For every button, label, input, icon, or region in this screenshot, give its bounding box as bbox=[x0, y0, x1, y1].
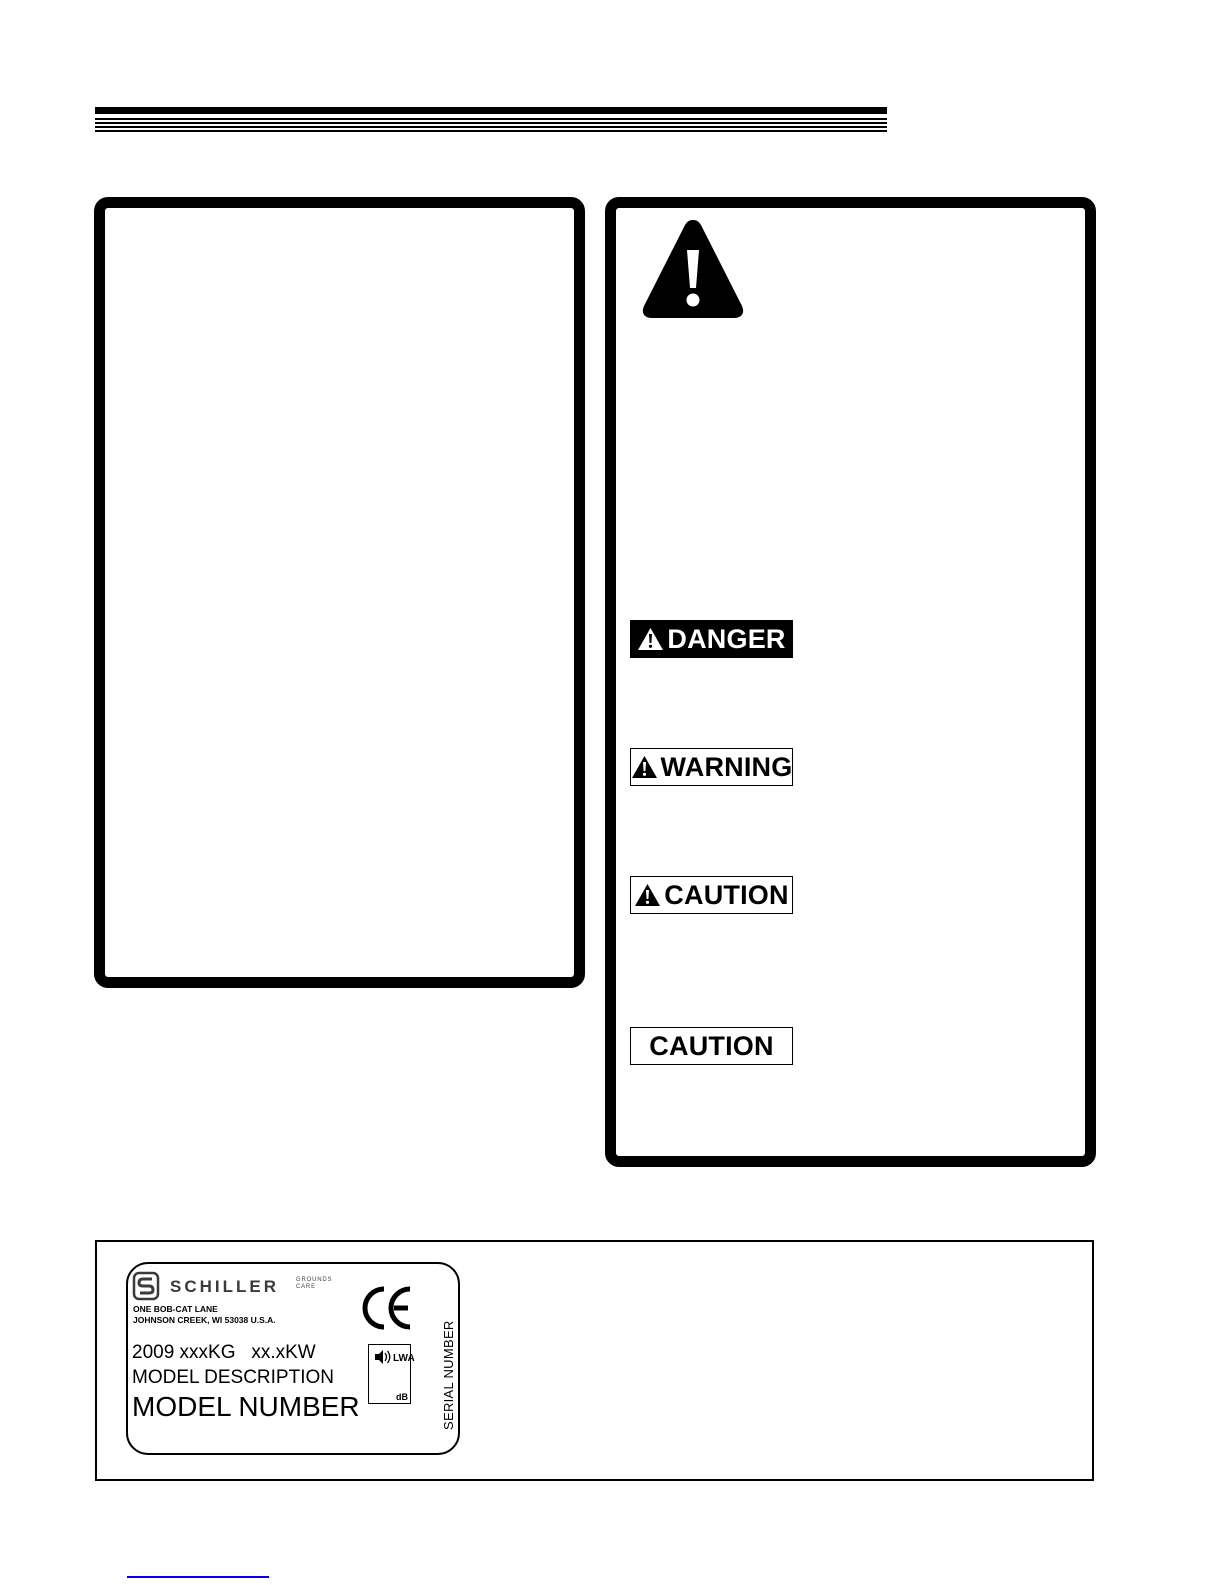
sound-power-icon bbox=[369, 1345, 415, 1405]
warning-alert-icon bbox=[631, 755, 658, 779]
danger-alert-icon bbox=[637, 627, 664, 651]
spec-line: 2009 xxxKG xx.xKW bbox=[132, 1342, 316, 1363]
serial-label-frame bbox=[95, 1240, 1094, 1481]
header-rule-thin-2 bbox=[95, 122, 887, 124]
left-info-panel bbox=[94, 197, 585, 988]
model-number: MODEL NUMBER bbox=[132, 1391, 360, 1422]
model-description: MODEL DESCRIPTION bbox=[132, 1367, 334, 1388]
footer-link-underline[interactable] bbox=[127, 1576, 269, 1578]
caution-signal-word bbox=[630, 876, 793, 914]
brand-name: SCHILLER bbox=[170, 1277, 279, 1296]
caution-alert-icon bbox=[634, 883, 661, 907]
header-rule-thin-4 bbox=[95, 130, 887, 132]
brand-subtitle: GROUNDS CARE bbox=[296, 1277, 333, 1290]
manufacturer-address: ONE BOB-CAT LANE JOHNSON CREEK, WI 53038 U.S.A. bbox=[133, 1304, 276, 1325]
header-rule-thick bbox=[95, 107, 887, 114]
warning-signal-word bbox=[630, 748, 793, 786]
serial-number-label: SERIAL NUMBER bbox=[441, 1320, 456, 1430]
schiller-s-logo-icon bbox=[133, 1272, 159, 1300]
header-rule-thin-3 bbox=[95, 126, 887, 128]
safety-symbols-panel bbox=[605, 197, 1096, 1167]
header-rule-thin-1 bbox=[95, 118, 887, 120]
serial-nameplate bbox=[126, 1262, 460, 1455]
danger-label: DANGER bbox=[667, 623, 786, 654]
header-rule bbox=[95, 107, 887, 135]
danger-signal-word bbox=[630, 620, 793, 658]
caution-plain-signal-word bbox=[630, 1027, 793, 1065]
exclamation-triangle-icon bbox=[638, 214, 748, 326]
sound-power-box bbox=[368, 1344, 415, 1404]
ce-mark-icon bbox=[358, 1279, 416, 1337]
caution-plain-label: CAUTION bbox=[649, 1030, 774, 1061]
noise-unit: dB bbox=[396, 1392, 408, 1402]
noise-label: LWA bbox=[393, 1353, 415, 1364]
warning-label: WARNING bbox=[660, 751, 793, 782]
caution-label: CAUTION bbox=[664, 879, 789, 910]
